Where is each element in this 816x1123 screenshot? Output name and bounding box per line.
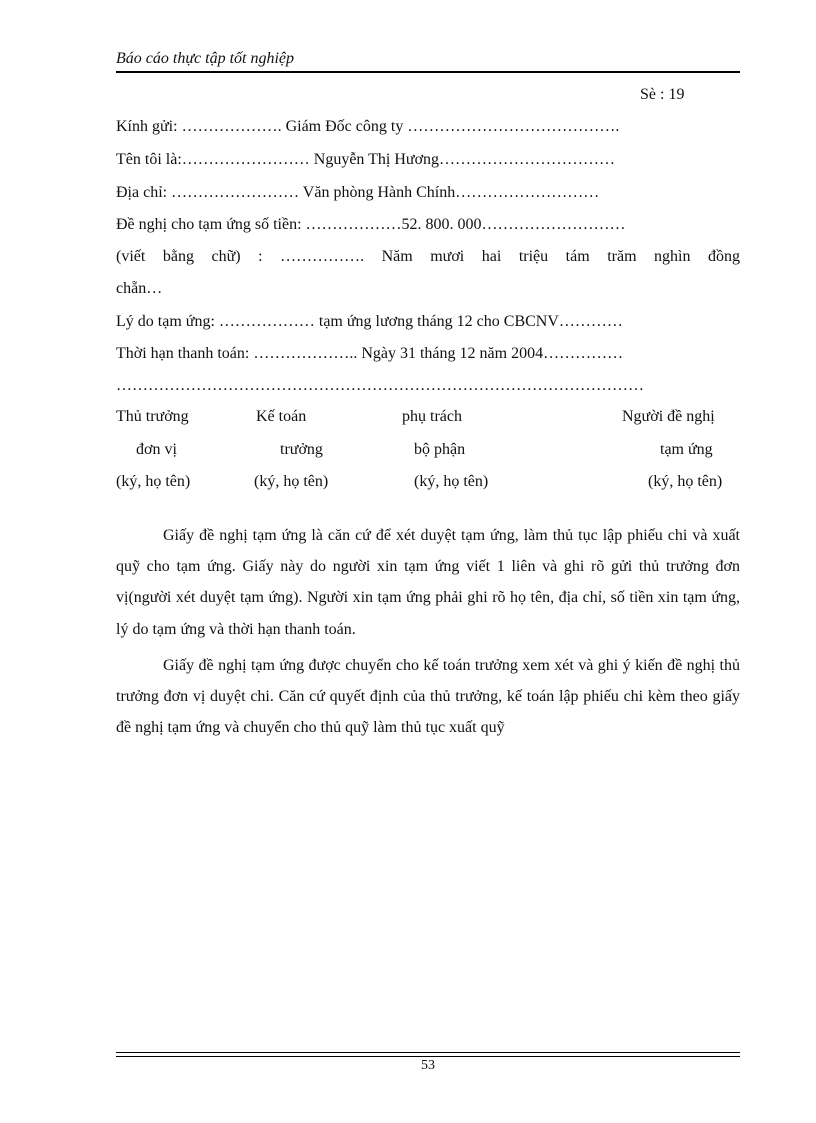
form-recipient: Kính gửi: ………………. Giám Đốc công ty ………………………………….: [116, 118, 620, 135]
sig-requester-title: Người đề nghị: [622, 408, 715, 425]
form-amount-in-words: (viết bằng chữ) : ……………. Năm mươi hai triệu tám trăm nghìn đồng: [116, 248, 740, 265]
body-paragraph-2: Giấy đề nghị tạm ứng được chuyển cho kế toán trưởng xem xét và ghi ý kiến đề nghị thủ trưởng đơn vị duyệt chi. Căn cứ quyết định của thủ trưởng, kế toán lập phiếu chi kèm theo giấy đề nghị tạm ứng và chuyển cho thủ quỹ làm thủ tục xuất quỹ: [116, 657, 740, 737]
body-paragraph-1: Giấy đề nghị tạm ứng là căn cứ để xét duyệt tạm ứng, làm thủ tục lập phiếu chi và xuất quỹ cho tạm ứng. Giấy này do người xin tạm ứng viết 1 liên và ghi rõ gửi thủ trưởng đơn vị(người xét duyệt tạm ứng). Người xin tạm ứng phải ghi rõ họ tên, địa chỉ, số tiền xin tạm ứng, lý do tạm ứng và thời hạn thanh toán.: [116, 527, 740, 638]
form-amount: Đề nghị cho tạm ứng số tiền: ………………52. 800. 000………………………: [116, 216, 626, 233]
sig-head-title: Thủ trưởng: [116, 408, 189, 425]
form-address: Địa chỉ: …………………… Văn phòng Hành Chính………………………: [116, 184, 600, 201]
form-deadline: Thời hạn thanh toán: ……………….. Ngày 31 tháng 12 năm 2004……………: [116, 345, 624, 362]
sig-accountant-note: (ký, họ tên): [254, 473, 329, 490]
sig-dept-title: phụ trách: [402, 408, 462, 425]
page-header-title: Báo cáo thực tập tốt nghiệp: [116, 50, 295, 67]
footer-rule-bottom: [116, 1056, 740, 1057]
sig-accountant-title-2: trưởng: [280, 441, 323, 458]
sig-dept-note: (ký, họ tên): [414, 473, 489, 490]
sig-requester-note: (ký, họ tên): [648, 473, 723, 490]
page-number: 53: [421, 1058, 435, 1073]
form-name: Tên tôi là:…………………… Nguyễn Thị Hương……………………………: [116, 151, 616, 168]
form-reason: Lý do tạm ứng: ……………… tạm ứng lương tháng 12 cho CBCNV…………: [116, 313, 623, 330]
footer-rule-top: [116, 1052, 740, 1053]
sig-head-title-2: đơn vị: [136, 441, 177, 458]
sig-dept-title-2: bộ phận: [414, 441, 466, 458]
sig-head-note: (ký, họ tên): [116, 473, 191, 490]
form-number: Sè : 19: [640, 86, 685, 103]
form-dotted-line: ………………………………………………………………………………………: [116, 377, 644, 394]
header-rule: [116, 71, 740, 73]
sig-accountant-title: Kế toán: [256, 408, 307, 425]
form-amount-in-words-cont: chẵn…: [116, 280, 163, 297]
sig-requester-title-2: tạm ứng: [660, 441, 713, 458]
